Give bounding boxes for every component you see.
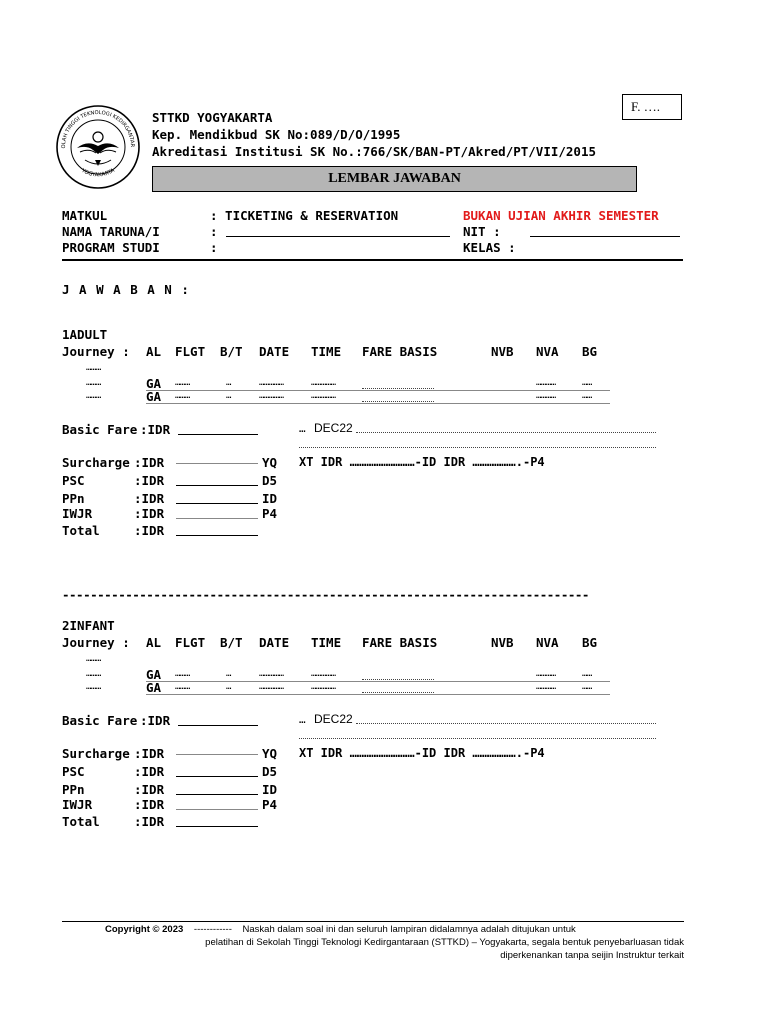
row-booking-class[interactable]: … [226,391,231,401]
accreditation-text: Akreditasi Institusi SK No.:766/SK/BAN-PT/Akred/PT/VII/2015 [152,144,597,159]
surcharge-code: YQ [262,455,278,470]
row-origin[interactable]: ……… [86,669,101,679]
row-nva[interactable]: ………… [536,378,556,388]
ppn-label: PPn [62,491,85,506]
column-header-farebasis: FARE BASIS [362,344,438,359]
column-header-bg: BG [582,344,598,359]
fare-calc-line-2[interactable] [299,447,656,448]
column-header-bt: B/T [220,344,243,359]
row-underline[interactable] [146,403,610,404]
row-airline: GA [146,667,162,682]
column-header-nva: NVA [536,344,559,359]
column-header-date: DATE [259,344,290,359]
footer-text-3: diperkenankan tanpa seijin Instruktur terkait [500,950,684,961]
row-airline: GA [146,376,162,391]
row-time[interactable]: …………… [311,378,336,388]
footer-text-2: pelatihan di Sekolah Tinggi Teknologi Kedirgantaraan (STTKD) – Yogyakarta, segala bentuk penyebarluasan tidak [205,937,684,948]
total-label: Total [62,523,100,538]
iwjr-colon: :IDR [134,797,165,812]
psc-label: PSC [62,473,85,488]
logo-seal [55,104,141,190]
column-header-nvb: NVB [491,344,514,359]
iwjr-label: IWJR [62,797,93,812]
column-header-al: AL [146,635,162,650]
footer-line1 [105,924,576,935]
fare-calc-line-2[interactable] [299,738,656,739]
row-flight[interactable]: ……… [175,682,190,692]
psc-code: D5 [262,473,278,488]
kelas-label: KELAS : [463,240,516,255]
form-code-box [622,94,682,120]
row-nva[interactable]: ………… [536,682,556,692]
decree-text: Kep. Mendikbud SK No:089/D/O/1995 [152,127,401,142]
row-origin[interactable]: ……… [86,682,101,692]
row-fare-basis[interactable] [362,679,434,680]
row-flight[interactable]: ……… [175,669,190,679]
total-colon: :IDR [134,814,165,829]
matkul-label: MATKUL [62,208,108,223]
surcharge-colon: :IDR [134,455,165,470]
total-label: Total [62,814,100,829]
surcharge-label: Surcharge [62,455,130,470]
row-origin[interactable]: ……… [86,654,101,664]
row-nva[interactable]: ………… [536,391,556,401]
psc-colon: :IDR [134,473,165,488]
psc-label: PSC [62,764,85,779]
row-baggage[interactable]: …… [582,669,592,679]
xt-line: XT IDR ………………………-ID IDR ……………….-P4 [299,746,545,760]
column-header-nvb: NVB [491,635,514,650]
nit-field[interactable] [530,236,680,237]
column-header-al: AL [146,344,162,359]
fare-calc-line-1[interactable] [356,432,656,433]
total-field[interactable] [176,826,258,827]
iwjr-field[interactable] [176,809,258,810]
nama-label: NAMA TARUNA/I [62,224,160,239]
row-date[interactable]: …………… [259,682,284,692]
matkul-value: : TICKETING & RESERVATION [210,208,399,223]
fare-calc-prefix: … [299,713,306,726]
row-date[interactable]: …………… [259,669,284,679]
surcharge-field[interactable] [176,754,258,755]
journey-label: Journey : [62,344,130,359]
sheet-title-banner [152,166,637,192]
row-baggage[interactable]: …… [582,378,592,388]
psc-code: D5 [262,764,278,779]
row-fare-basis[interactable] [362,401,434,402]
header-divider [62,259,683,261]
institution-name: STTKD YOGYAKARTA [152,110,273,125]
surcharge-code: YQ [262,746,278,761]
row-origin[interactable]: ……… [86,363,101,373]
ppn-code: ID [262,782,278,797]
fare-calc-date: DEC22 [314,712,353,726]
prodi-label: PROGRAM STUDI [62,240,160,255]
row-fare-basis[interactable] [362,388,434,389]
row-booking-class[interactable]: … [226,669,231,679]
row-nva[interactable]: ………… [536,669,556,679]
column-header-time: TIME [311,344,342,359]
column-header-bt: B/T [220,635,243,650]
row-origin[interactable]: ……… [86,391,101,401]
row-fare-basis[interactable] [362,692,434,693]
svg-text:SEKOLAH TINGGI TEKNOLOGI KEDIR: OLAH TINGGI TEKNOLOGI KEDIRGANTAR [60,109,136,149]
basic-fare-field[interactable] [178,725,258,726]
row-booking-class[interactable]: … [226,378,231,388]
section-separator: --------------------------------------------------------------------------- [62,587,589,602]
footer-text-1: Naskah dalam soal ini dan seluruh lampiran didalamnya adalah ditujukan untuk [242,924,576,935]
ppn-label: PPn [62,782,85,797]
iwjr-label: IWJR [62,506,93,521]
ppn-field[interactable] [176,503,258,504]
basic-fare-field[interactable] [178,434,258,435]
footer-dashes: ------------ [193,924,232,935]
surcharge-colon: :IDR [134,746,165,761]
jawaban-label: J A W A B A N : [62,282,190,297]
row-airline: GA [146,389,162,404]
column-header-farebasis: FARE BASIS [362,635,438,650]
sheet-title: LEMBAR JAWABAN [328,171,461,186]
iwjr-colon: :IDR [134,506,165,521]
fare-calc-prefix: … [299,422,306,435]
nama-colon: : [210,224,218,239]
row-date[interactable]: …………… [259,391,284,401]
basic-fare-colon: :IDR [140,713,171,728]
exam-notice: BUKAN UJIAN AKHIR SEMESTER [463,208,659,223]
fare-calc-line-1[interactable] [356,723,656,724]
row-origin[interactable]: ……… [86,378,101,388]
ppn-code: ID [262,491,278,506]
ppn-field[interactable] [176,794,258,795]
footer-rule [62,921,684,922]
row-time[interactable]: …………… [311,669,336,679]
total-field[interactable] [176,535,258,536]
nama-field[interactable] [226,236,450,237]
section-title: 1ADULT [62,327,108,342]
column-header-flgt: FLGT [175,344,206,359]
nit-label: NIT : [463,224,501,239]
basic-fare-colon: :IDR [140,422,171,437]
column-header-bg: BG [582,635,598,650]
row-flight[interactable]: ……… [175,378,190,388]
psc-colon: :IDR [134,764,165,779]
journey-label: Journey : [62,635,130,650]
total-colon: :IDR [134,523,165,538]
row-baggage[interactable]: …… [582,682,592,692]
row-underline[interactable] [146,694,610,695]
section-title: 2INFANT [62,618,115,633]
surcharge-field[interactable] [176,463,258,464]
basic-fare-label: Basic Fare [62,422,138,437]
column-header-nva: NVA [536,635,559,650]
psc-field[interactable] [176,485,258,486]
xt-line: XT IDR ………………………-ID IDR ……………….-P4 [299,455,545,469]
column-header-time: TIME [311,635,342,650]
row-flight[interactable]: ……… [175,391,190,401]
svg-text:YOGYAKARTA: YOGYAKARTA [80,167,116,179]
ppn-colon: :IDR [134,491,165,506]
iwjr-code: P4 [262,797,278,812]
ppn-colon: :IDR [134,782,165,797]
basic-fare-label: Basic Fare [62,713,138,728]
row-time[interactable]: …………… [311,682,336,692]
fare-calc-date: DEC22 [314,421,353,435]
row-booking-class[interactable]: … [226,682,231,692]
row-baggage[interactable]: …… [582,391,592,401]
prodi-colon: : [210,240,218,255]
form-code: F. …. [631,99,660,114]
iwjr-code: P4 [262,506,278,521]
column-header-flgt: FLGT [175,635,206,650]
iwjr-field[interactable] [176,518,258,519]
row-time[interactable]: …………… [311,391,336,401]
row-airline: GA [146,680,162,695]
row-date[interactable]: …………… [259,378,284,388]
footer-copyright: Copyright © 2023 [105,924,184,935]
surcharge-label: Surcharge [62,746,130,761]
psc-field[interactable] [176,776,258,777]
column-header-date: DATE [259,635,290,650]
